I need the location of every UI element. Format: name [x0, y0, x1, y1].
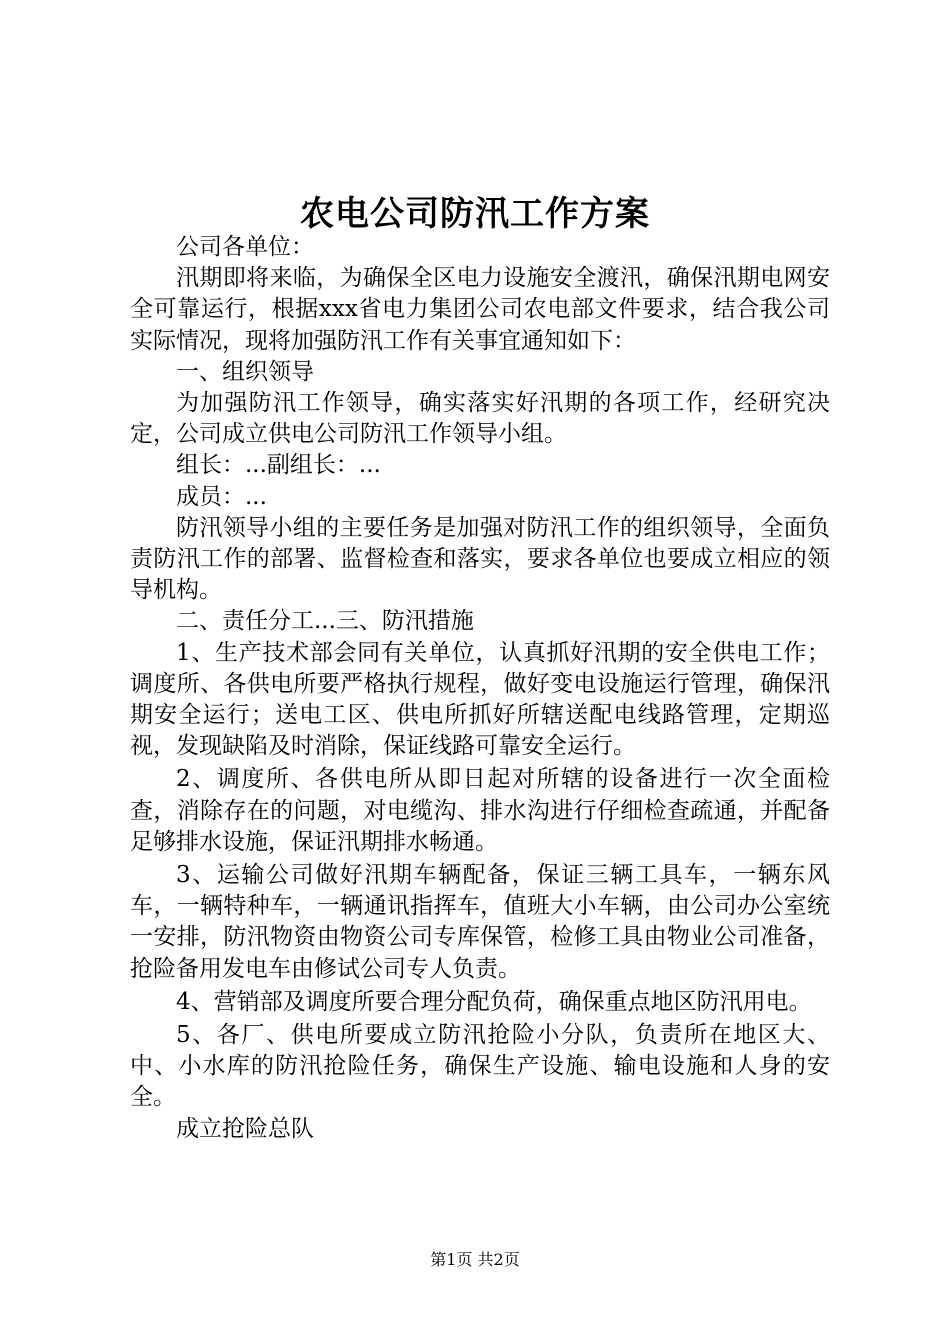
paragraph: 成立抢险总队 — [176, 1115, 314, 1142]
paragraph: 二、责任分工...三、防汛措施 — [176, 608, 474, 635]
paragraph: 4、营销部及调度所要合理分配负荷，确保重点地区防汛用电。 — [176, 988, 812, 1015]
paragraph: 1、生产技术部会同有关单位，认真抓好汛期的安全供电工作；调度所、各供电所要严格执行规程，做好变电设施运行管理，确保汛期安全运行；送电工区、供电所抓好所辖送配电线路管理，定期巡视，发现缺陷及时消除，保证线路可靠安全运行。 — [130, 639, 830, 760]
paragraph: 2、调度所、各供电所从即日起对所辖的设备进行一次全面检查，消除存在的问题，对电缆沟、排水沟进行仔细检查疏通，并配备足够排水设施，保证汛期排水畅通。 — [130, 766, 830, 855]
page-number-footer: 第1页 共2页 — [430, 1250, 520, 1269]
paragraph: 汛期即将来临，为确保全区电力设施安全渡汛，确保汛期电网安全可靠运行，根据xxx省电力集团公司农电部文件要求，结合我公司实际情况，现将加强防汛工作有关事宜通知如下： — [130, 265, 830, 354]
paragraph: 3、运输公司做好汛期车辆配备，保证三辆工具车，一辆东风车，一辆特种车，一辆通讯指挥车，值班大小车辆，由公司办公室统一安排，防汛物资由物资公司专库保管，检修工具由物业公司准备，抢险备用发电车由修试公司专人负责。 — [130, 862, 830, 982]
paragraph: 防汛领导小组的主要任务是加强对防汛工作的组织领导，全面负责防汛工作的部署、监督检查和落实，要求各单位也要成立相应的领导机构。 — [130, 514, 830, 604]
paragraph: 公司各单位： — [176, 234, 314, 260]
document-title: 农电公司防汛工作方案 — [300, 194, 650, 234]
paragraph: 成员：... — [176, 483, 267, 510]
document-body — [130, 232, 830, 1145]
paragraph: 一、组织领导 — [176, 358, 314, 385]
paragraph: 为加强防汛工作领导，确实落实好汛期的各项工作，经研究决定，公司成立供电公司防汛工作领导小组。 — [130, 390, 830, 448]
paragraph: 组长：...副组长：... — [176, 452, 381, 479]
paragraph: 5、各厂、供电所要成立防汛抢险小分队，负责所在地区大、中、小水库的防汛抢险任务，确保生产设施、输电设施和人身的安全。 — [130, 1022, 830, 1111]
